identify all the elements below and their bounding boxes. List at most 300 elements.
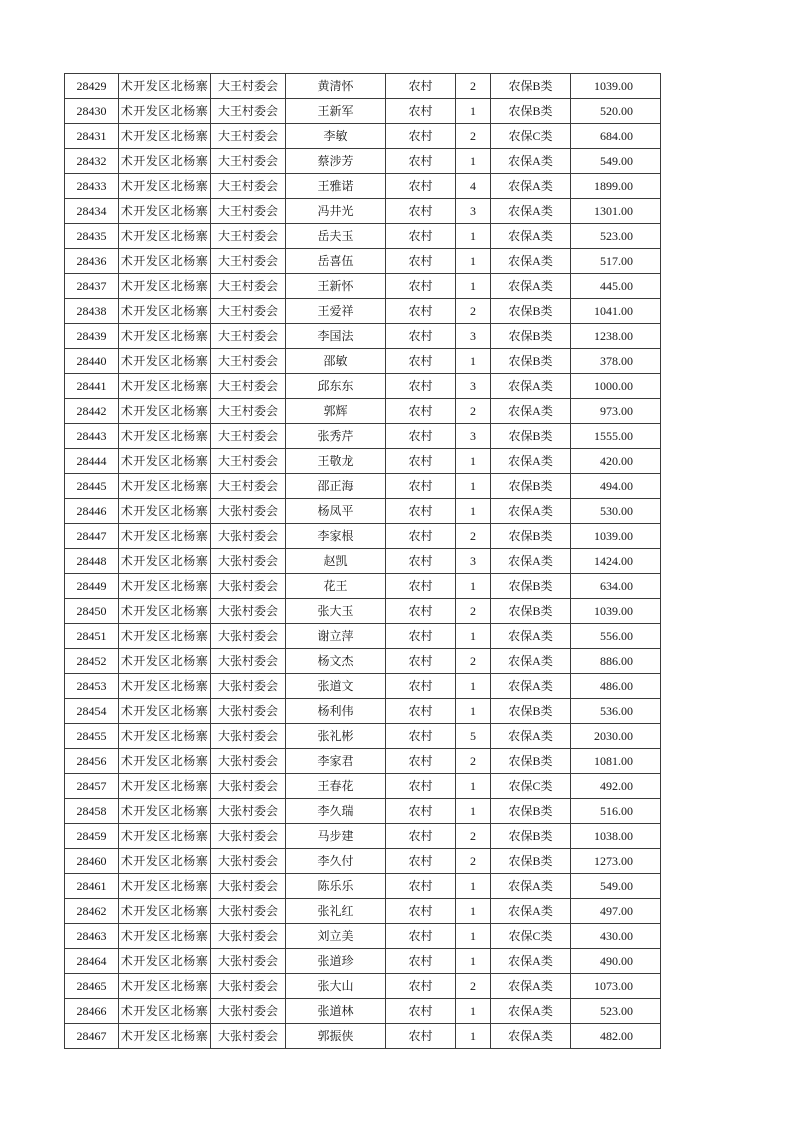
- cell-count: 1: [456, 799, 491, 824]
- table-row: [65, 999, 661, 1024]
- cell-type: 农村: [386, 924, 456, 949]
- cell-region: 术开发区北杨寨: [119, 1024, 211, 1049]
- cell-count: 1: [456, 874, 491, 899]
- cell-amount: 2030.00: [571, 724, 661, 749]
- cell-count: 3: [456, 374, 491, 399]
- cell-amount: 445.00: [571, 274, 661, 299]
- cell-amount: 1555.00: [571, 424, 661, 449]
- cell-region: 术开发区北杨寨: [119, 849, 211, 874]
- cell-class: 农保A类: [491, 199, 571, 224]
- cell-class: 农保A类: [491, 174, 571, 199]
- cell-name: 李家君: [286, 749, 386, 774]
- cell-name: 张礼彬: [286, 724, 386, 749]
- table-row: [65, 349, 661, 374]
- cell-region: 术开发区北杨寨: [119, 499, 211, 524]
- cell-amount: 523.00: [571, 224, 661, 249]
- cell-count: 1: [456, 99, 491, 124]
- cell-committee: 大张村委会: [211, 649, 286, 674]
- cell-count: 4: [456, 174, 491, 199]
- cell-committee: 大张村委会: [211, 874, 286, 899]
- cell-amount: 486.00: [571, 674, 661, 699]
- cell-id: 28437: [65, 274, 119, 299]
- cell-region: 术开发区北杨寨: [119, 374, 211, 399]
- table-row: [65, 449, 661, 474]
- cell-region: 术开发区北杨寨: [119, 249, 211, 274]
- cell-type: 农村: [386, 824, 456, 849]
- cell-committee: 大张村委会: [211, 999, 286, 1024]
- cell-id: 28442: [65, 399, 119, 424]
- cell-committee: 大王村委会: [211, 449, 286, 474]
- cell-class: 农保C类: [491, 124, 571, 149]
- cell-region: 术开发区北杨寨: [119, 949, 211, 974]
- cell-amount: 1000.00: [571, 374, 661, 399]
- cell-count: 1: [456, 574, 491, 599]
- table-row: [65, 599, 661, 624]
- cell-committee: 大王村委会: [211, 299, 286, 324]
- cell-count: 5: [456, 724, 491, 749]
- cell-amount: 492.00: [571, 774, 661, 799]
- table-row: [65, 99, 661, 124]
- cell-class: 农保B类: [491, 349, 571, 374]
- cell-region: 术开发区北杨寨: [119, 599, 211, 624]
- cell-class: 农保B类: [491, 824, 571, 849]
- cell-id: 28441: [65, 374, 119, 399]
- table-row: [65, 1024, 661, 1049]
- cell-type: 农村: [386, 499, 456, 524]
- cell-id: 28464: [65, 949, 119, 974]
- cell-count: 2: [456, 74, 491, 99]
- cell-name: 王春花: [286, 774, 386, 799]
- cell-count: 2: [456, 849, 491, 874]
- cell-region: 术开发区北杨寨: [119, 874, 211, 899]
- cell-count: 2: [456, 524, 491, 549]
- cell-type: 农村: [386, 149, 456, 174]
- cell-name: 王雅诺: [286, 174, 386, 199]
- cell-committee: 大王村委会: [211, 349, 286, 374]
- cell-count: 2: [456, 299, 491, 324]
- cell-type: 农村: [386, 599, 456, 624]
- cell-committee: 大张村委会: [211, 599, 286, 624]
- cell-type: 农村: [386, 574, 456, 599]
- cell-class: 农保A类: [491, 899, 571, 924]
- table-row: [65, 849, 661, 874]
- cell-class: 农保A类: [491, 949, 571, 974]
- cell-class: 农保A类: [491, 549, 571, 574]
- cell-class: 农保A类: [491, 224, 571, 249]
- cell-name: 邱东东: [286, 374, 386, 399]
- cell-name: 花王: [286, 574, 386, 599]
- cell-region: 术开发区北杨寨: [119, 349, 211, 374]
- table-row: [65, 699, 661, 724]
- cell-count: 1: [456, 274, 491, 299]
- cell-id: 28451: [65, 624, 119, 649]
- cell-id: 28447: [65, 524, 119, 549]
- table-row: [65, 174, 661, 199]
- cell-class: 农保A类: [491, 624, 571, 649]
- cell-name: 张秀芹: [286, 424, 386, 449]
- table-row: [65, 749, 661, 774]
- cell-name: 李国法: [286, 324, 386, 349]
- cell-amount: 886.00: [571, 649, 661, 674]
- cell-class: 农保A类: [491, 249, 571, 274]
- cell-amount: 549.00: [571, 149, 661, 174]
- cell-committee: 大王村委会: [211, 99, 286, 124]
- cell-type: 农村: [386, 649, 456, 674]
- cell-type: 农村: [386, 224, 456, 249]
- cell-class: 农保A类: [491, 374, 571, 399]
- table-row: [65, 674, 661, 699]
- cell-committee: 大王村委会: [211, 424, 286, 449]
- cell-count: 3: [456, 199, 491, 224]
- cell-region: 术开发区北杨寨: [119, 824, 211, 849]
- cell-amount: 549.00: [571, 874, 661, 899]
- cell-committee: 大张村委会: [211, 1024, 286, 1049]
- cell-id: 28458: [65, 799, 119, 824]
- table-row: [65, 574, 661, 599]
- cell-name: 杨文杰: [286, 649, 386, 674]
- cell-name: 邵正海: [286, 474, 386, 499]
- cell-class: 农保B类: [491, 99, 571, 124]
- cell-region: 术开发区北杨寨: [119, 174, 211, 199]
- cell-name: 邵敏: [286, 349, 386, 374]
- cell-id: 28462: [65, 899, 119, 924]
- cell-amount: 1039.00: [571, 524, 661, 549]
- cell-committee: 大王村委会: [211, 124, 286, 149]
- table-row: [65, 774, 661, 799]
- cell-id: 28446: [65, 499, 119, 524]
- cell-committee: 大王村委会: [211, 474, 286, 499]
- cell-region: 术开发区北杨寨: [119, 574, 211, 599]
- cell-type: 农村: [386, 1024, 456, 1049]
- cell-class: 农保A类: [491, 999, 571, 1024]
- cell-committee: 大王村委会: [211, 149, 286, 174]
- cell-region: 术开发区北杨寨: [119, 449, 211, 474]
- cell-committee: 大王村委会: [211, 324, 286, 349]
- cell-id: 28438: [65, 299, 119, 324]
- cell-committee: 大张村委会: [211, 699, 286, 724]
- cell-type: 农村: [386, 524, 456, 549]
- cell-committee: 大张村委会: [211, 524, 286, 549]
- cell-region: 术开发区北杨寨: [119, 649, 211, 674]
- cell-id: 28429: [65, 74, 119, 99]
- cell-amount: 378.00: [571, 349, 661, 374]
- cell-type: 农村: [386, 374, 456, 399]
- cell-name: 马步建: [286, 824, 386, 849]
- cell-committee: 大张村委会: [211, 824, 286, 849]
- cell-amount: 1899.00: [571, 174, 661, 199]
- cell-count: 1: [456, 474, 491, 499]
- cell-region: 术开发区北杨寨: [119, 724, 211, 749]
- cell-amount: 684.00: [571, 124, 661, 149]
- cell-type: 农村: [386, 724, 456, 749]
- cell-id: 28463: [65, 924, 119, 949]
- cell-class: 农保A类: [491, 674, 571, 699]
- cell-name: 郭振侠: [286, 1024, 386, 1049]
- cell-committee: 大张村委会: [211, 849, 286, 874]
- cell-name: 杨凤平: [286, 499, 386, 524]
- cell-committee: 大王村委会: [211, 399, 286, 424]
- table-row: [65, 899, 661, 924]
- cell-type: 农村: [386, 249, 456, 274]
- cell-amount: 530.00: [571, 499, 661, 524]
- cell-id: 28440: [65, 349, 119, 374]
- cell-type: 农村: [386, 299, 456, 324]
- cell-id: 28467: [65, 1024, 119, 1049]
- cell-name: 张礼红: [286, 899, 386, 924]
- cell-region: 术开发区北杨寨: [119, 149, 211, 174]
- cell-amount: 973.00: [571, 399, 661, 424]
- table-row: [65, 474, 661, 499]
- table-row: [65, 724, 661, 749]
- cell-name: 谢立萍: [286, 624, 386, 649]
- cell-count: 2: [456, 974, 491, 999]
- table-row: [65, 524, 661, 549]
- cell-amount: 497.00: [571, 899, 661, 924]
- cell-name: 陈乐乐: [286, 874, 386, 899]
- cell-amount: 517.00: [571, 249, 661, 274]
- cell-type: 农村: [386, 999, 456, 1024]
- cell-name: 李久瑞: [286, 799, 386, 824]
- cell-type: 农村: [386, 124, 456, 149]
- cell-committee: 大张村委会: [211, 624, 286, 649]
- cell-type: 农村: [386, 624, 456, 649]
- cell-id: 28432: [65, 149, 119, 174]
- cell-type: 农村: [386, 449, 456, 474]
- table-row: [65, 824, 661, 849]
- cell-name: 蔡涉芳: [286, 149, 386, 174]
- cell-class: 农保A类: [491, 974, 571, 999]
- cell-count: 3: [456, 424, 491, 449]
- cell-id: 28461: [65, 874, 119, 899]
- cell-name: 张大山: [286, 974, 386, 999]
- cell-amount: 490.00: [571, 949, 661, 974]
- cell-count: 1: [456, 149, 491, 174]
- cell-amount: 523.00: [571, 999, 661, 1024]
- cell-class: 农保B类: [491, 574, 571, 599]
- cell-region: 术开发区北杨寨: [119, 324, 211, 349]
- cell-region: 术开发区北杨寨: [119, 624, 211, 649]
- table-row: [65, 649, 661, 674]
- cell-amount: 482.00: [571, 1024, 661, 1049]
- table-row: [65, 149, 661, 174]
- cell-name: 赵凯: [286, 549, 386, 574]
- cell-committee: 大王村委会: [211, 199, 286, 224]
- cell-name: 张道珍: [286, 949, 386, 974]
- cell-committee: 大张村委会: [211, 949, 286, 974]
- cell-id: 28448: [65, 549, 119, 574]
- cell-region: 术开发区北杨寨: [119, 224, 211, 249]
- cell-id: 28452: [65, 649, 119, 674]
- table-row: [65, 74, 661, 99]
- cell-committee: 大张村委会: [211, 899, 286, 924]
- records-table-body: [65, 74, 661, 1049]
- table-row: [65, 424, 661, 449]
- cell-id: 28449: [65, 574, 119, 599]
- cell-committee: 大王村委会: [211, 74, 286, 99]
- cell-amount: 520.00: [571, 99, 661, 124]
- cell-type: 农村: [386, 424, 456, 449]
- cell-count: 1: [456, 1024, 491, 1049]
- cell-amount: 1238.00: [571, 324, 661, 349]
- cell-class: 农保A类: [491, 274, 571, 299]
- table-row: [65, 199, 661, 224]
- cell-name: 刘立美: [286, 924, 386, 949]
- cell-id: 28455: [65, 724, 119, 749]
- cell-region: 术开发区北杨寨: [119, 124, 211, 149]
- cell-count: 2: [456, 399, 491, 424]
- cell-type: 农村: [386, 974, 456, 999]
- cell-type: 农村: [386, 174, 456, 199]
- cell-name: 冯井光: [286, 199, 386, 224]
- table-row: [65, 974, 661, 999]
- cell-count: 2: [456, 824, 491, 849]
- cell-committee: 大张村委会: [211, 749, 286, 774]
- cell-type: 农村: [386, 874, 456, 899]
- cell-class: 农保B类: [491, 749, 571, 774]
- cell-amount: 634.00: [571, 574, 661, 599]
- cell-id: 28445: [65, 474, 119, 499]
- cell-amount: 1038.00: [571, 824, 661, 849]
- cell-type: 农村: [386, 774, 456, 799]
- cell-id: 28435: [65, 224, 119, 249]
- cell-count: 2: [456, 649, 491, 674]
- cell-count: 1: [456, 924, 491, 949]
- cell-count: 1: [456, 224, 491, 249]
- cell-count: 1: [456, 349, 491, 374]
- table-row: [65, 874, 661, 899]
- cell-count: 1: [456, 449, 491, 474]
- cell-region: 术开发区北杨寨: [119, 274, 211, 299]
- cell-id: 28430: [65, 99, 119, 124]
- cell-name: 岳喜伍: [286, 249, 386, 274]
- cell-id: 28465: [65, 974, 119, 999]
- cell-id: 28460: [65, 849, 119, 874]
- cell-id: 28444: [65, 449, 119, 474]
- cell-amount: 516.00: [571, 799, 661, 824]
- table-row: [65, 624, 661, 649]
- cell-type: 农村: [386, 849, 456, 874]
- table-row: [65, 299, 661, 324]
- cell-region: 术开发区北杨寨: [119, 699, 211, 724]
- cell-committee: 大张村委会: [211, 774, 286, 799]
- cell-class: 农保A类: [491, 499, 571, 524]
- cell-id: 28466: [65, 999, 119, 1024]
- cell-type: 农村: [386, 274, 456, 299]
- cell-name: 王爱祥: [286, 299, 386, 324]
- table-row: [65, 549, 661, 574]
- table-row: [65, 224, 661, 249]
- cell-region: 术开发区北杨寨: [119, 399, 211, 424]
- cell-count: 1: [456, 499, 491, 524]
- cell-class: 农保B类: [491, 599, 571, 624]
- cell-name: 李家根: [286, 524, 386, 549]
- cell-id: 28436: [65, 249, 119, 274]
- cell-committee: 大王村委会: [211, 249, 286, 274]
- cell-region: 术开发区北杨寨: [119, 74, 211, 99]
- cell-class: 农保A类: [491, 399, 571, 424]
- table-row: [65, 949, 661, 974]
- cell-region: 术开发区北杨寨: [119, 424, 211, 449]
- cell-id: 28459: [65, 824, 119, 849]
- cell-class: 农保A类: [491, 874, 571, 899]
- cell-name: 杨利伟: [286, 699, 386, 724]
- cell-amount: 420.00: [571, 449, 661, 474]
- cell-region: 术开发区北杨寨: [119, 474, 211, 499]
- cell-type: 农村: [386, 749, 456, 774]
- cell-name: 张道文: [286, 674, 386, 699]
- cell-region: 术开发区北杨寨: [119, 999, 211, 1024]
- cell-name: 王新军: [286, 99, 386, 124]
- cell-id: 28439: [65, 324, 119, 349]
- cell-amount: 1301.00: [571, 199, 661, 224]
- cell-class: 农保A类: [491, 724, 571, 749]
- cell-id: 28431: [65, 124, 119, 149]
- cell-committee: 大张村委会: [211, 724, 286, 749]
- cell-type: 农村: [386, 349, 456, 374]
- cell-region: 术开发区北杨寨: [119, 924, 211, 949]
- cell-region: 术开发区北杨寨: [119, 974, 211, 999]
- cell-type: 农村: [386, 799, 456, 824]
- table-row: [65, 324, 661, 349]
- cell-count: 1: [456, 249, 491, 274]
- cell-class: 农保A类: [491, 1024, 571, 1049]
- cell-class: 农保B类: [491, 799, 571, 824]
- cell-id: 28450: [65, 599, 119, 624]
- cell-count: 3: [456, 549, 491, 574]
- cell-type: 农村: [386, 474, 456, 499]
- cell-type: 农村: [386, 674, 456, 699]
- cell-region: 术开发区北杨寨: [119, 524, 211, 549]
- cell-class: 农保A类: [491, 449, 571, 474]
- cell-amount: 494.00: [571, 474, 661, 499]
- cell-committee: 大张村委会: [211, 924, 286, 949]
- cell-type: 农村: [386, 949, 456, 974]
- table-row: [65, 499, 661, 524]
- cell-class: 农保B类: [491, 699, 571, 724]
- cell-count: 2: [456, 124, 491, 149]
- cell-class: 农保B类: [491, 299, 571, 324]
- cell-id: 28433: [65, 174, 119, 199]
- cell-id: 28453: [65, 674, 119, 699]
- cell-committee: 大张村委会: [211, 674, 286, 699]
- cell-region: 术开发区北杨寨: [119, 749, 211, 774]
- cell-amount: 536.00: [571, 699, 661, 724]
- cell-amount: 1041.00: [571, 299, 661, 324]
- cell-name: 王敬龙: [286, 449, 386, 474]
- table-row: [65, 274, 661, 299]
- cell-name: 李敏: [286, 124, 386, 149]
- cell-committee: 大王村委会: [211, 224, 286, 249]
- cell-name: 王新怀: [286, 274, 386, 299]
- cell-class: 农保C类: [491, 924, 571, 949]
- cell-type: 农村: [386, 199, 456, 224]
- cell-region: 术开发区北杨寨: [119, 549, 211, 574]
- cell-count: 3: [456, 324, 491, 349]
- cell-type: 农村: [386, 324, 456, 349]
- cell-region: 术开发区北杨寨: [119, 299, 211, 324]
- cell-amount: 1273.00: [571, 849, 661, 874]
- cell-amount: 1081.00: [571, 749, 661, 774]
- table-row: [65, 799, 661, 824]
- cell-name: 张道林: [286, 999, 386, 1024]
- cell-type: 农村: [386, 74, 456, 99]
- table-row: [65, 374, 661, 399]
- records-table: [64, 73, 661, 1049]
- cell-type: 农村: [386, 899, 456, 924]
- cell-type: 农村: [386, 549, 456, 574]
- cell-count: 1: [456, 899, 491, 924]
- cell-region: 术开发区北杨寨: [119, 899, 211, 924]
